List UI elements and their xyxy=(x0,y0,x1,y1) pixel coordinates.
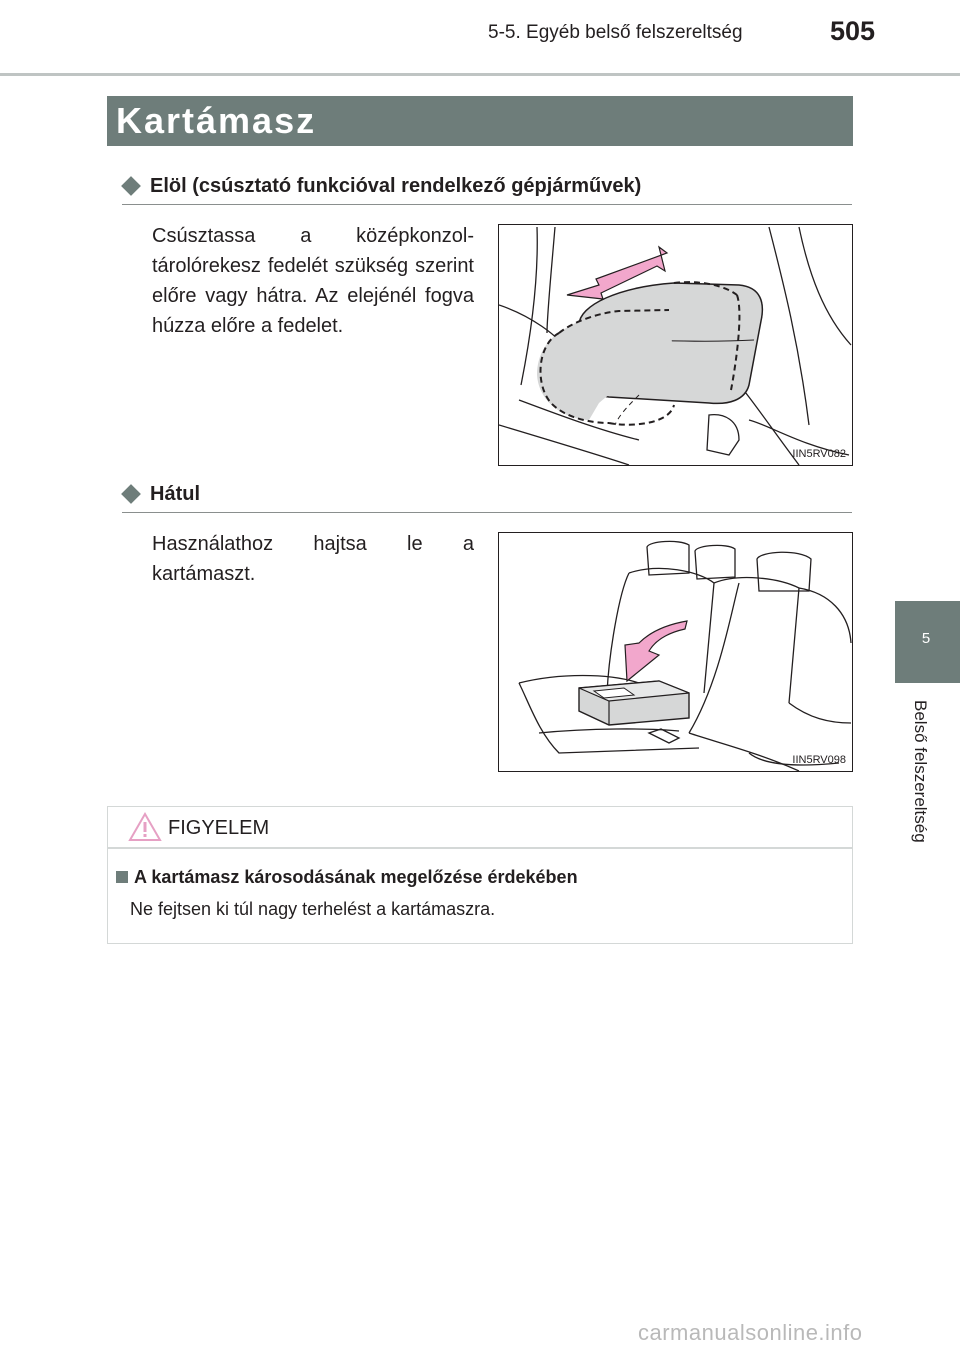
rear-armrest-illustration xyxy=(499,533,853,772)
header-section-title: 5-5. Egyéb belső felszereltség xyxy=(488,22,743,43)
front-armrest-illustration xyxy=(499,225,853,466)
warning-box xyxy=(107,806,853,944)
warning-divider xyxy=(108,847,852,849)
section-heading-front xyxy=(122,175,641,198)
figure-rear-armrest xyxy=(498,532,853,772)
footer-watermark: carmanualsonline.info xyxy=(638,1320,863,1345)
warning-title: FIGYELEM xyxy=(168,817,270,839)
warning-triangle-icon xyxy=(128,812,162,842)
square-bullet-icon xyxy=(116,871,128,883)
figure-code-rear: IIN5RV098 xyxy=(792,754,846,766)
header-divider xyxy=(0,73,960,76)
section-heading-rear-text: Hátul xyxy=(150,483,200,505)
page-title: Kartámasz xyxy=(116,100,317,141)
figure-code-front: IIN5RV082 xyxy=(792,448,846,460)
chapter-label: Belső felszereltség xyxy=(911,700,930,843)
chapter-number: 5 xyxy=(921,630,931,647)
section-divider xyxy=(122,512,852,513)
diamond-bullet-icon xyxy=(121,484,141,504)
section-divider xyxy=(122,204,852,205)
figure-front-armrest xyxy=(498,224,853,466)
warning-item-heading xyxy=(116,867,578,888)
section-body-rear: Használathoz hajtsa le a kartámaszt. xyxy=(152,533,474,585)
page-number: 505 xyxy=(830,16,876,46)
section-heading-front-text: Elöl (csúsztató funkcióval rendelkező gépjárművek) xyxy=(150,175,642,197)
warning-item-heading-text: A kartámasz károsodásának megelőzése érdekében xyxy=(134,867,578,887)
section-body-front: Csúsztassa a középkonzol-tárolórekesz fedelét szükség szerint előre vagy hátra. Az elejénél fogva húzza előre a fedelet. xyxy=(152,225,474,337)
diamond-bullet-icon xyxy=(121,176,141,196)
section-heading-rear xyxy=(122,483,200,506)
warning-item-body: Ne fejtsen ki túl nagy terhelést a kartámaszra. xyxy=(130,899,496,919)
